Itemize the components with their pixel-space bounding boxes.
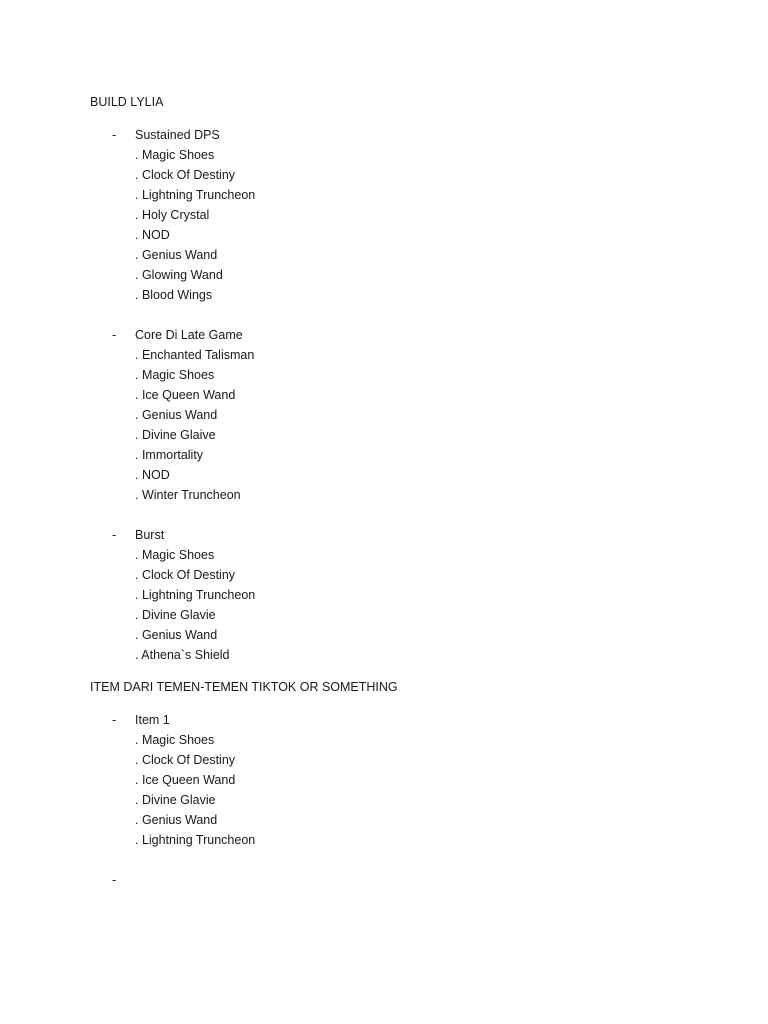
list-item: . Clock Of Destiny [135, 168, 236, 182]
list-item: . Holy Crystal [135, 208, 210, 222]
list-item: . Lightning Truncheon [135, 588, 256, 602]
list-item: . Genius Wand [135, 408, 218, 422]
list-item: . Athena`s Shield [135, 648, 230, 662]
list-item: . Magic Shoes [135, 368, 215, 382]
list-item: . Divine Glaive [135, 428, 216, 442]
build-label-core-late-game: Core Di Late Game [135, 328, 243, 342]
community-heading: ITEM DARI TEMEN-TEMEN TIKTOK OR SOMETHING [90, 680, 398, 694]
list-bullet: - [112, 713, 117, 727]
list-item: . Blood Wings [135, 288, 213, 302]
list-item: . Ice Queen Wand [135, 773, 236, 787]
list-item: . Magic Shoes [135, 733, 215, 747]
list-item: . Enchanted Talisman [135, 348, 255, 362]
list-item: . Magic Shoes [135, 548, 215, 562]
list-item: . Lightning Truncheon [135, 833, 256, 847]
list-item: . Ice Queen Wand [135, 388, 236, 402]
list-bullet: - [112, 328, 117, 342]
build-label-sustained-dps: Sustained DPS [135, 128, 220, 142]
list-item: . Genius Wand [135, 813, 218, 827]
list-item: . Magic Shoes [135, 148, 215, 162]
list-item: . Divine Glavie [135, 608, 216, 622]
list-item: . Glowing Wand [135, 268, 223, 282]
build-label-burst: Burst [135, 528, 165, 542]
list-item: . Clock Of Destiny [135, 568, 236, 582]
list-bullet: - [112, 528, 117, 542]
list-item: . NOD [135, 468, 170, 482]
list-bullet-empty: - [112, 873, 117, 887]
list-item: . NOD [135, 228, 170, 242]
list-item: . Divine Glavie [135, 793, 216, 807]
list-item: . Clock Of Destiny [135, 753, 236, 767]
list-item: . Winter Truncheon [135, 488, 241, 502]
community-label-item-1: Item 1 [135, 713, 170, 727]
build-heading: BUILD LYLIA [90, 95, 164, 109]
list-item: . Genius Wand [135, 628, 218, 642]
list-bullet: - [112, 128, 117, 142]
list-item: . Immortality [135, 448, 204, 462]
list-item: . Genius Wand [135, 248, 218, 262]
list-item: . Lightning Truncheon [135, 188, 256, 202]
